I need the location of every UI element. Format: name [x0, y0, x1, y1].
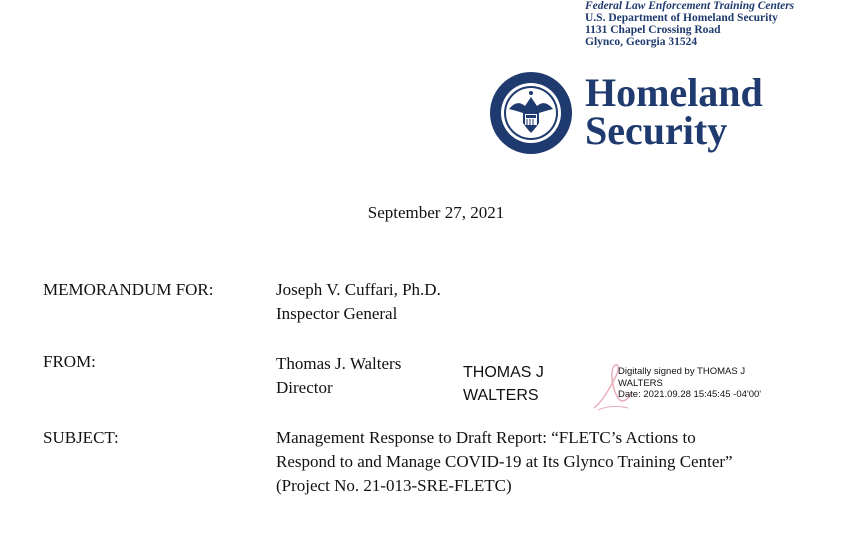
dhs-seal-icon [489, 71, 573, 155]
memo-from-label: FROM: [43, 352, 96, 371]
memo-from-sender [276, 352, 401, 400]
homeland-security-wordmark [585, 70, 763, 153]
letterhead-department: U.S. Department of Homeland Security [585, 12, 778, 24]
memo-subject-line3: (Project No. 21-013-SRE-FLETC) [276, 476, 512, 495]
memo-for-name: Joseph V. Cuffari, Ph.D. [276, 280, 441, 299]
signature-name-line1: THOMAS J [463, 364, 544, 381]
memo-subject-line1: Management Response to Draft Report: “FLETC’s Actions to [276, 428, 696, 447]
letterhead-city: Glynco, Georgia 31524 [585, 36, 698, 48]
memo-date: September 27, 2021 [367, 203, 505, 222]
digital-signature-info [618, 366, 761, 401]
digital-signature-signed-by-cont: WALTERS [618, 377, 663, 389]
brand-line2: Security [585, 108, 728, 153]
memo-subject-line2: Respond to and Manage COVID-19 at Its Glynco Training Center” [276, 452, 733, 471]
letterhead-agency: Federal Law Enforcement Training Centers [585, 0, 795, 12]
memo-subject-label: SUBJECT: [43, 428, 119, 447]
brand-line1: Homeland [585, 70, 763, 115]
memo-for-label: MEMORANDUM FOR: [43, 280, 214, 299]
letterhead [585, 0, 794, 48]
memo-subject-text [276, 426, 733, 498]
digital-signature-signed-by: Digitally signed by THOMAS J [618, 366, 746, 377]
memo-from-title: Director [276, 378, 333, 397]
memo-for-title: Inspector General [276, 304, 398, 323]
memo-for-recipient [276, 278, 441, 326]
memo-from-name: Thomas J. Walters [276, 354, 402, 373]
signature-name-line2: WALTERS [463, 387, 539, 404]
letterhead-street: 1131 Chapel Crossing Road [585, 24, 721, 36]
signature-name [463, 361, 544, 407]
digital-signature-date: Date: 2021.09.28 15:45:45 -04'00' [618, 389, 762, 400]
